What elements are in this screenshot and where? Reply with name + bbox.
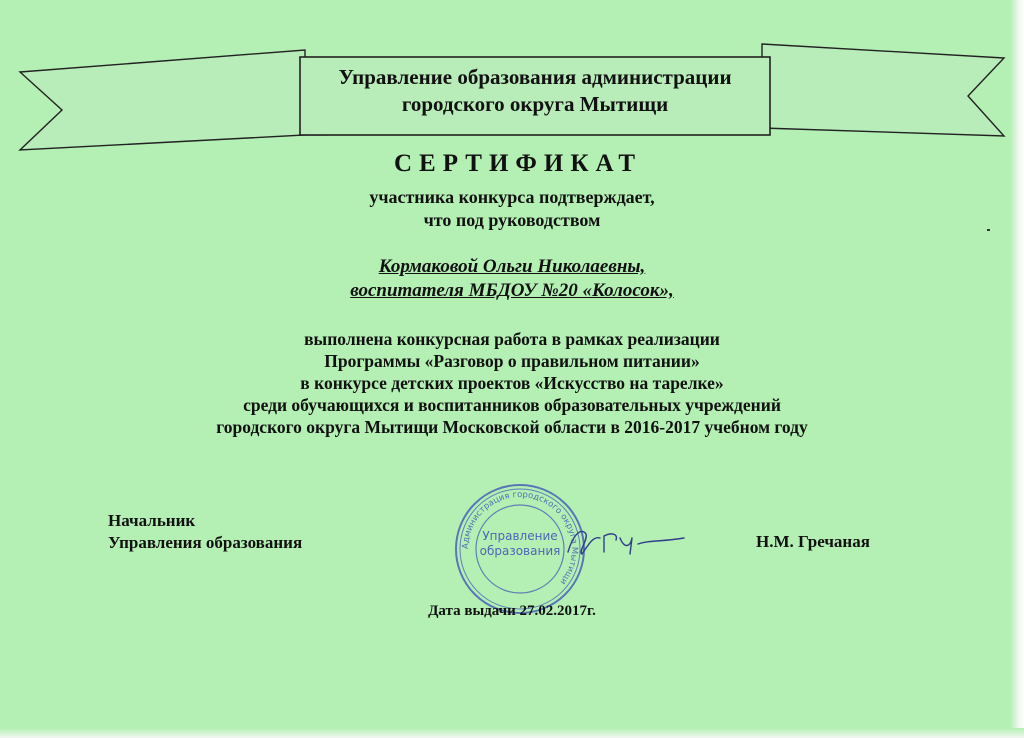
speck-mark xyxy=(987,229,990,231)
certificate-body xyxy=(0,328,1024,438)
recipient-block xyxy=(0,255,1024,303)
banner-line-1: Управление образования администрации xyxy=(338,65,732,89)
stamp-ring-text: Администрация городского округа Мытищи xyxy=(460,489,580,587)
paper-edge-right xyxy=(1010,0,1024,738)
certificate-intro xyxy=(0,186,1024,232)
body-line-4: среди обучающихся и воспитанников образовательных учреждений xyxy=(243,395,781,415)
intro-line-1: участника конкурса подтверждает, xyxy=(369,187,655,207)
body-line-1: выполнена конкурсная работа в рамках реализации xyxy=(304,329,720,349)
banner-title xyxy=(300,64,770,118)
recipient-position: воспитателя МБДОУ №20 «Колосок», xyxy=(350,280,674,301)
stamp-center-line-2: образования xyxy=(479,544,561,558)
intro-line-2: что под руководством xyxy=(423,210,601,230)
paper-edge-bottom xyxy=(0,728,1024,738)
body-line-2: Программы «Разговор о правильном питании» xyxy=(324,351,700,371)
certificate-title: СЕРТИФИКАТ xyxy=(393,150,642,177)
body-line-3: в конкурсе детских проектов «Искусство на тарелке» xyxy=(300,373,724,393)
signatory-title-line-2: Управления образования xyxy=(108,533,303,552)
stamp-center-line-1: Управление xyxy=(482,529,558,543)
issue-date: Дата выдачи 27.02.2017г. xyxy=(428,603,596,619)
handwritten-signature xyxy=(560,522,690,562)
banner-line-2: городского округа Мытищи xyxy=(401,92,669,116)
signatory-name: Н.М. Гречаная xyxy=(756,532,870,551)
signatory-title-line-1: Начальник xyxy=(108,511,196,530)
body-line-5: городского округа Мытищи Московской области в 2016-2017 учебном году xyxy=(216,417,808,437)
signatory-title xyxy=(108,510,302,554)
recipient-name: Кормаковой Ольги Николаевны, xyxy=(378,256,646,277)
